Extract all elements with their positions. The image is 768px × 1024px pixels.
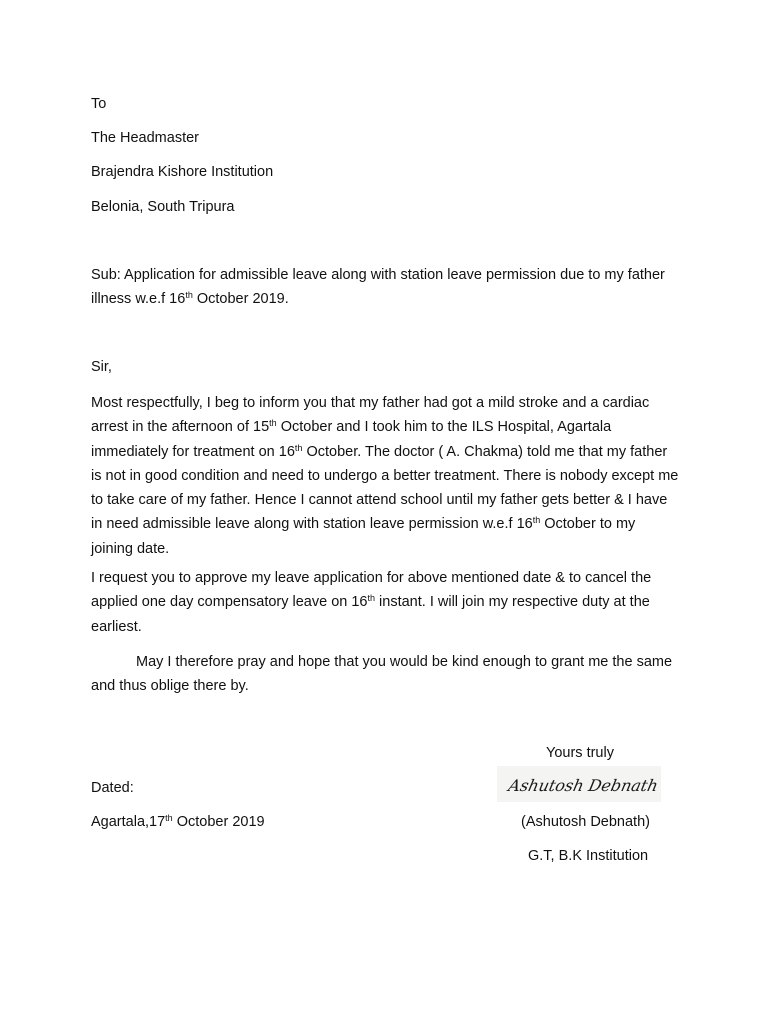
place-date-b: October 2019: [172, 814, 265, 830]
dated-label: Dated:: [91, 780, 134, 796]
recipient-institution: Brajendra Kishore Institution: [91, 164, 274, 180]
body-paragraph-3: [91, 650, 681, 699]
subject-sup: th: [185, 290, 193, 301]
sender-name: (Ashutosh Debnath): [521, 814, 650, 830]
recipient-location: Belonia, South Tripura: [91, 199, 235, 215]
p1-sup-2: th: [294, 442, 303, 453]
place-date-a: Agartala,17: [91, 814, 166, 830]
sender-designation: G.T, B.K Institution: [528, 848, 649, 864]
p1-text-a: Most respectfully, I beg to inform you that my father had got a mild stroke and a cardiac arrest in the afternoon of 15: [91, 395, 650, 436]
p3-text: May I therefore pray and hope that you would be kind enough to grant me the same and thus oblige there by.: [91, 654, 673, 695]
p2-text-a: I request you to approve my leave application for above mentioned date & to cancel the applied one day compensatory leave on 16: [91, 570, 652, 611]
to-label: To: [91, 96, 107, 112]
p1-text-d: October to my joining date.: [91, 516, 636, 557]
place-date: [91, 813, 265, 831]
p1-text-c: October. The doctor ( A. Chakma) told me that my father is not in good condition and need to undergo a better treatment. There is nobody except me to take care of my father. Hence I cannot attend school until my father gets better & I have in need admissible leave along with station leave permission w.e.f 16: [91, 443, 679, 533]
p1-sup-1: th: [269, 418, 277, 429]
body-paragraph-1: [91, 391, 681, 561]
subject-text-2: October 2019.: [192, 291, 289, 308]
yours-truly: Yours truly: [546, 745, 614, 761]
signature-image: [497, 766, 661, 802]
salutation: Sir,: [91, 359, 112, 375]
p1-sup-3: th: [532, 515, 541, 526]
subject-line: [91, 263, 681, 312]
p2-sup: th: [367, 593, 376, 604]
signature-text: Ashutosh Debnath: [506, 776, 660, 795]
body-paragraph-2: [91, 566, 681, 639]
place-date-sup: th: [165, 813, 173, 823]
recipient-title: The Headmaster: [91, 130, 199, 146]
p2-text-b: instant. I will join my respective duty at the earliest.: [91, 594, 650, 635]
p1-text-b: October and I took him to the ILS Hospital, Agartala immediately for treatment on 16: [91, 419, 612, 460]
subject-text-1: Sub: Application for admissible leave along with station leave permission due to my father illness w.e.f 16: [91, 267, 665, 308]
